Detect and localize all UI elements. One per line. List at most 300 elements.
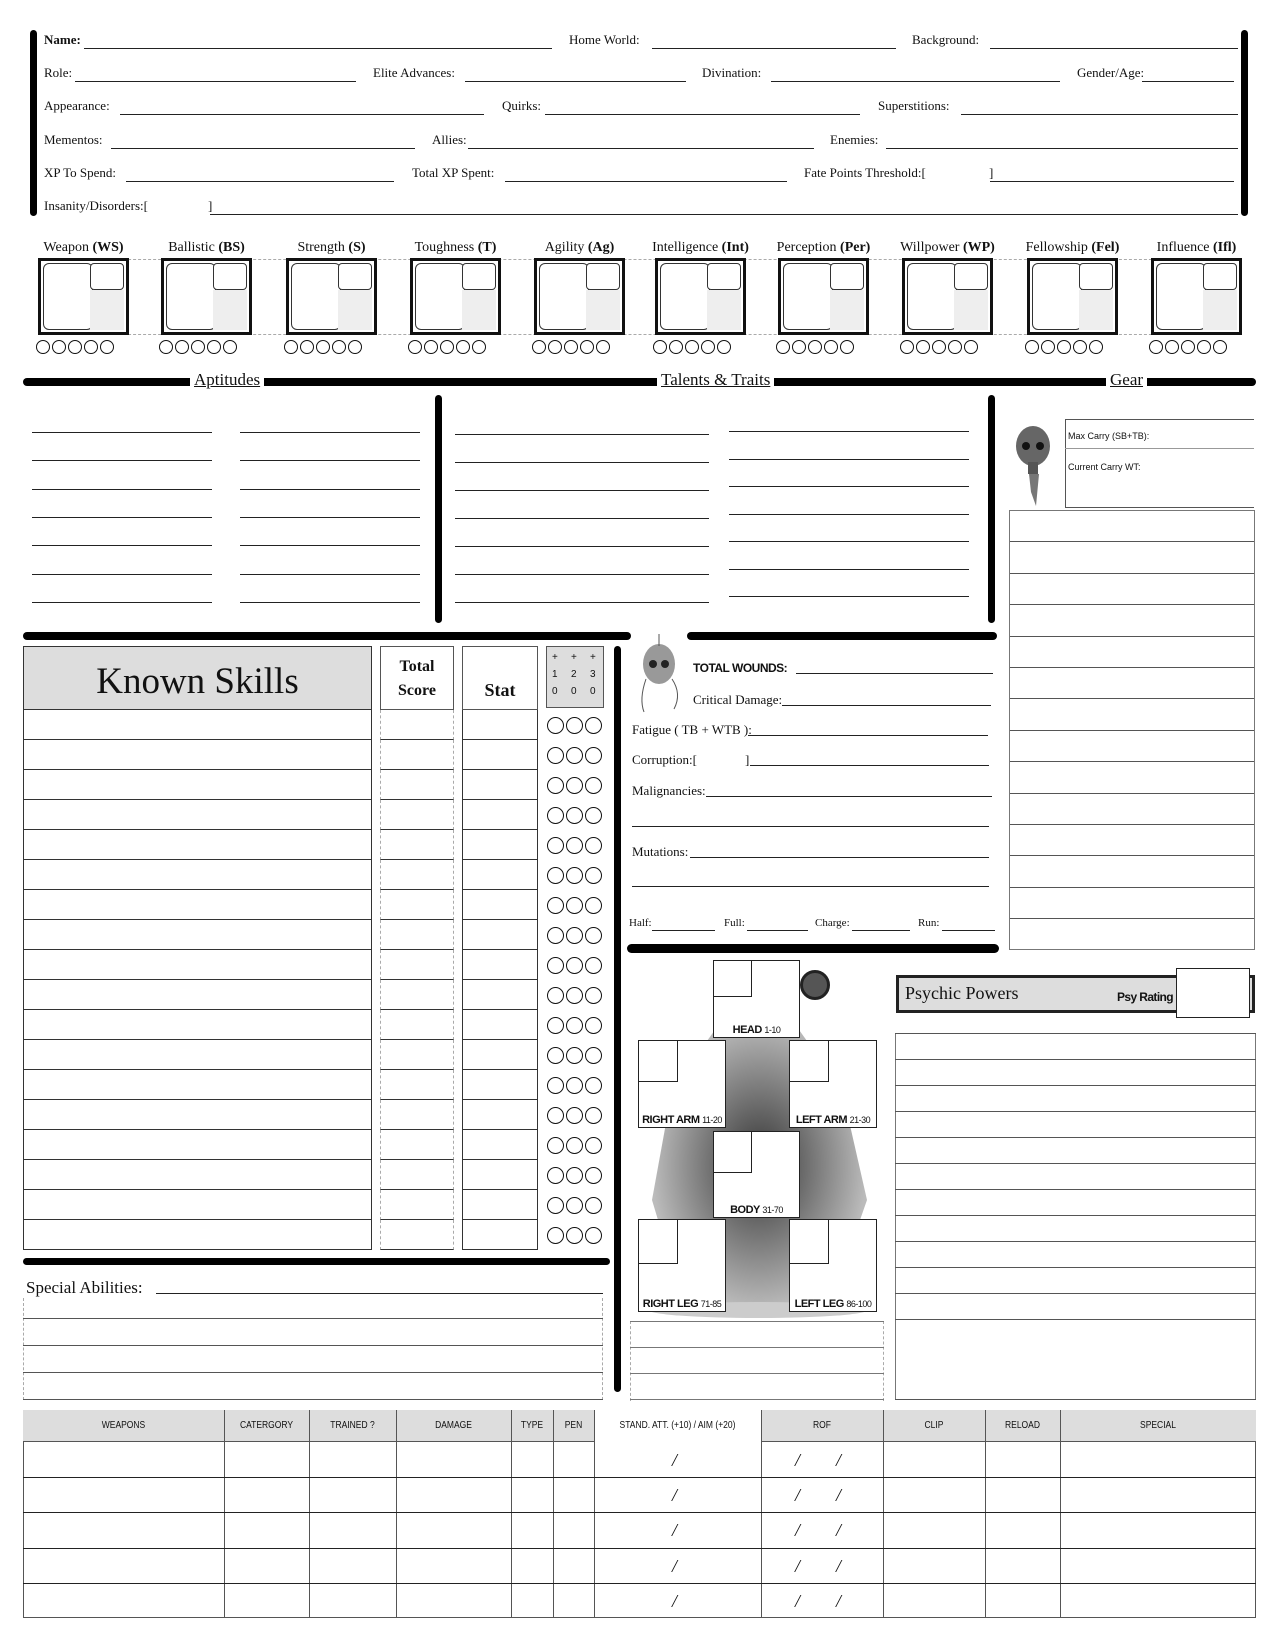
- skill-advance-checkbox[interactable]: [585, 837, 602, 854]
- talent-line[interactable]: [729, 596, 969, 597]
- advance-checkbox[interactable]: [424, 340, 438, 354]
- characteristic-unnatural-field[interactable]: [586, 290, 620, 330]
- skill-advance-checkbox[interactable]: [585, 987, 602, 1004]
- skill-total-field[interactable]: [380, 710, 454, 740]
- field-input-11[interactable]: [468, 148, 814, 149]
- weapon-cell-special[interactable]: [1061, 1443, 1255, 1476]
- skill-name-field[interactable]: [23, 1040, 372, 1070]
- gear-item-line[interactable]: [1010, 855, 1254, 856]
- advance-checkbox[interactable]: [1149, 340, 1163, 354]
- skill-total-field[interactable]: [380, 1220, 454, 1250]
- advance-checkbox[interactable]: [223, 340, 237, 354]
- advance-checkbox[interactable]: [472, 340, 486, 354]
- skill-advance-checkbox[interactable]: [566, 1137, 583, 1154]
- field-input-13[interactable]: [126, 181, 394, 182]
- advance-checkbox[interactable]: [776, 340, 790, 354]
- advance-checkbox[interactable]: [596, 340, 610, 354]
- skill-advance-checkbox[interactable]: [585, 807, 602, 824]
- weapon-cell-damage[interactable]: [397, 1584, 510, 1617]
- weapon-cell-clip[interactable]: [884, 1513, 984, 1546]
- skill-name-field[interactable]: [23, 860, 372, 890]
- weapon-cell-type[interactable]: [512, 1549, 552, 1582]
- skill-total-field[interactable]: [380, 1130, 454, 1160]
- weapon-cell-catergory[interactable]: [225, 1513, 308, 1546]
- characteristic-value-field[interactable]: [43, 263, 93, 330]
- advance-checkbox[interactable]: [669, 340, 683, 354]
- characteristic-unnatural-field[interactable]: [707, 290, 741, 330]
- characteristic-bonus-field[interactable]: [462, 263, 496, 290]
- skill-total-field[interactable]: [380, 1100, 454, 1130]
- talent-line[interactable]: [729, 569, 969, 570]
- malignancies-field-2[interactable]: [632, 826, 989, 827]
- mutations-field[interactable]: [690, 857, 989, 858]
- skill-total-field[interactable]: [380, 1040, 454, 1070]
- special-ability-line[interactable]: [23, 1372, 603, 1373]
- field-input-3[interactable]: [75, 81, 356, 82]
- talent-line[interactable]: [455, 546, 709, 547]
- weapon-cell-rof[interactable]: [762, 1443, 882, 1476]
- advance-checkbox[interactable]: [653, 340, 667, 354]
- advance-checkbox[interactable]: [948, 340, 962, 354]
- weapon-cell-type[interactable]: [512, 1513, 552, 1546]
- gear-item-line[interactable]: [1010, 698, 1254, 699]
- weapon-cell-weapons[interactable]: [24, 1443, 223, 1476]
- skill-stat-field[interactable]: [462, 980, 538, 1010]
- skill-advance-checkbox[interactable]: [585, 1017, 602, 1034]
- weapon-cell-trained[interactable]: [310, 1443, 395, 1476]
- malignancies-field[interactable]: [706, 796, 992, 797]
- field-input-15[interactable]: [990, 181, 1234, 182]
- skill-stat-field[interactable]: [462, 1040, 538, 1070]
- weapon-cell-weapons[interactable]: [24, 1549, 223, 1582]
- aptitude-line[interactable]: [240, 460, 420, 461]
- advance-checkbox[interactable]: [84, 340, 98, 354]
- special-ability-line[interactable]: [23, 1399, 603, 1400]
- psychic-power-line[interactable]: [895, 1293, 1256, 1294]
- skill-advance-checkbox[interactable]: [547, 1197, 564, 1214]
- gear-item-line[interactable]: [1010, 604, 1254, 605]
- advance-checkbox[interactable]: [717, 340, 731, 354]
- armour-points-field[interactable]: [714, 1132, 752, 1173]
- skill-advance-checkbox[interactable]: [566, 1047, 583, 1064]
- mutations-field-2[interactable]: [632, 886, 989, 887]
- skill-advance-checkbox[interactable]: [566, 1197, 583, 1214]
- advance-checkbox[interactable]: [1089, 340, 1103, 354]
- characteristic-value-field[interactable]: [1156, 263, 1206, 330]
- skill-advance-checkbox[interactable]: [547, 1227, 564, 1244]
- weapon-cell-reload[interactable]: [986, 1478, 1059, 1511]
- field-input-7[interactable]: [120, 114, 484, 115]
- weapon-cell-reload[interactable]: [986, 1443, 1059, 1476]
- psychic-power-line[interactable]: [895, 1163, 1256, 1164]
- aptitude-line[interactable]: [240, 574, 420, 575]
- aptitude-line[interactable]: [32, 574, 212, 575]
- fatigue-field[interactable]: [748, 735, 988, 736]
- characteristic-unnatural-field[interactable]: [954, 290, 988, 330]
- skill-advance-checkbox[interactable]: [547, 747, 564, 764]
- skill-name-field[interactable]: [23, 980, 372, 1010]
- psychic-power-line[interactable]: [895, 1137, 1256, 1138]
- skill-name-field[interactable]: [23, 950, 372, 980]
- skill-advance-checkbox[interactable]: [585, 777, 602, 794]
- advance-checkbox[interactable]: [824, 340, 838, 354]
- skill-advance-checkbox[interactable]: [566, 1227, 583, 1244]
- skill-stat-field[interactable]: [462, 1160, 538, 1190]
- aptitude-line[interactable]: [240, 602, 420, 603]
- weapon-cell-damage[interactable]: [397, 1549, 510, 1582]
- weapon-cell-pen[interactable]: [554, 1549, 593, 1582]
- weapon-cell-rof[interactable]: [762, 1584, 882, 1617]
- skill-advance-checkbox[interactable]: [547, 957, 564, 974]
- movement-field[interactable]: [942, 930, 995, 931]
- skill-advance-checkbox[interactable]: [585, 717, 602, 734]
- characteristic-unnatural-field[interactable]: [90, 290, 124, 330]
- field-input-16[interactable]: [210, 214, 1238, 215]
- skill-stat-field[interactable]: [462, 1100, 538, 1130]
- notes-line[interactable]: [630, 1399, 884, 1400]
- skill-total-field[interactable]: [380, 770, 454, 800]
- skill-advance-checkbox[interactable]: [566, 837, 583, 854]
- weapon-cell-trained[interactable]: [310, 1513, 395, 1546]
- advance-checkbox[interactable]: [332, 340, 346, 354]
- skill-advance-checkbox[interactable]: [547, 1047, 564, 1064]
- advance-checkbox[interactable]: [68, 340, 82, 354]
- field-input-2[interactable]: [990, 48, 1238, 49]
- characteristic-bonus-field[interactable]: [213, 263, 247, 290]
- weapon-cell-weapons[interactable]: [24, 1584, 223, 1617]
- gear-item-line[interactable]: [1010, 761, 1254, 762]
- advance-checkbox[interactable]: [408, 340, 422, 354]
- weapon-cell-reload[interactable]: [986, 1549, 1059, 1582]
- armour-points-field[interactable]: [639, 1220, 678, 1264]
- psychic-power-line[interactable]: [895, 1085, 1256, 1086]
- weapon-cell-rof[interactable]: [762, 1549, 882, 1582]
- skill-total-field[interactable]: [380, 830, 454, 860]
- armour-points-field[interactable]: [790, 1220, 829, 1264]
- corruption-field[interactable]: [750, 765, 989, 766]
- talent-line[interactable]: [455, 434, 709, 435]
- psychic-power-line[interactable]: [895, 1267, 1256, 1268]
- advance-checkbox[interactable]: [1165, 340, 1179, 354]
- advance-checkbox[interactable]: [932, 340, 946, 354]
- advance-checkbox[interactable]: [100, 340, 114, 354]
- aptitude-line[interactable]: [32, 517, 212, 518]
- weapon-cell-rof[interactable]: [762, 1513, 882, 1546]
- advance-checkbox[interactable]: [900, 340, 914, 354]
- characteristic-unnatural-field[interactable]: [1079, 290, 1113, 330]
- weapon-cell-stand-att-aim[interactable]: [595, 1513, 760, 1546]
- skill-advance-checkbox[interactable]: [585, 957, 602, 974]
- advance-checkbox[interactable]: [175, 340, 189, 354]
- armour-points-field[interactable]: [714, 961, 752, 997]
- characteristic-value-field[interactable]: [783, 263, 833, 330]
- weapon-cell-catergory[interactable]: [225, 1443, 308, 1476]
- field-input-9[interactable]: [961, 114, 1238, 115]
- skill-name-field[interactable]: [23, 1100, 372, 1130]
- characteristic-value-field[interactable]: [415, 263, 465, 330]
- skill-advance-checkbox[interactable]: [547, 777, 564, 794]
- hit-location-head[interactable]: [713, 960, 800, 1038]
- advance-checkbox[interactable]: [840, 340, 854, 354]
- weapon-cell-clip[interactable]: [884, 1549, 984, 1582]
- advance-checkbox[interactable]: [808, 340, 822, 354]
- gear-item-line[interactable]: [1010, 887, 1254, 888]
- talent-line[interactable]: [729, 459, 969, 460]
- skill-advance-checkbox[interactable]: [566, 747, 583, 764]
- aptitude-line[interactable]: [32, 432, 212, 433]
- gear-item-line[interactable]: [1010, 541, 1254, 542]
- skill-name-field[interactable]: [23, 1010, 372, 1040]
- skill-stat-field[interactable]: [462, 830, 538, 860]
- characteristic-value-field[interactable]: [291, 263, 341, 330]
- advance-checkbox[interactable]: [440, 340, 454, 354]
- hit-location-right-arm[interactable]: [638, 1040, 726, 1128]
- field-input-8[interactable]: [545, 114, 860, 115]
- characteristic-unnatural-field[interactable]: [213, 290, 247, 330]
- advance-checkbox[interactable]: [1025, 340, 1039, 354]
- hit-location-body[interactable]: [713, 1131, 800, 1218]
- skill-total-field[interactable]: [380, 890, 454, 920]
- characteristic-value-field[interactable]: [660, 263, 710, 330]
- special-ability-line[interactable]: [23, 1318, 603, 1319]
- skill-stat-field[interactable]: [462, 1220, 538, 1250]
- weapon-cell-clip[interactable]: [884, 1584, 984, 1617]
- advance-checkbox[interactable]: [1213, 340, 1227, 354]
- skill-name-field[interactable]: [23, 1220, 372, 1250]
- field-input-14[interactable]: [505, 181, 787, 182]
- advance-checkbox[interactable]: [191, 340, 205, 354]
- weapon-cell-rof[interactable]: [762, 1478, 882, 1511]
- psychic-power-line[interactable]: [895, 1059, 1256, 1060]
- advance-checkbox[interactable]: [532, 340, 546, 354]
- weapon-cell-catergory[interactable]: [225, 1549, 308, 1582]
- gear-item-line[interactable]: [1010, 667, 1254, 668]
- skill-advance-checkbox[interactable]: [566, 1107, 583, 1124]
- skill-stat-field[interactable]: [462, 890, 538, 920]
- weapon-cell-special[interactable]: [1061, 1478, 1255, 1511]
- advance-checkbox[interactable]: [1073, 340, 1087, 354]
- movement-field[interactable]: [747, 930, 808, 931]
- skill-advance-checkbox[interactable]: [585, 1197, 602, 1214]
- aptitude-line[interactable]: [32, 545, 212, 546]
- skill-advance-checkbox[interactable]: [566, 717, 583, 734]
- advance-checkbox[interactable]: [701, 340, 715, 354]
- psy-rating-field[interactable]: [1176, 968, 1250, 1018]
- skill-advance-checkbox[interactable]: [566, 957, 583, 974]
- skill-total-field[interactable]: [380, 950, 454, 980]
- weapon-cell-stand-att-aim[interactable]: [595, 1478, 760, 1511]
- characteristic-bonus-field[interactable]: [830, 263, 864, 290]
- characteristic-bonus-field[interactable]: [338, 263, 372, 290]
- total-wounds-field[interactable]: [796, 673, 993, 674]
- skill-stat-field[interactable]: [462, 1130, 538, 1160]
- skill-stat-field[interactable]: [462, 710, 538, 740]
- skill-advance-checkbox[interactable]: [547, 837, 564, 854]
- skill-total-field[interactable]: [380, 920, 454, 950]
- skill-total-field[interactable]: [380, 740, 454, 770]
- skill-name-field[interactable]: [23, 800, 372, 830]
- hit-location-left-leg[interactable]: [789, 1219, 877, 1312]
- advance-checkbox[interactable]: [964, 340, 978, 354]
- talent-line[interactable]: [455, 518, 709, 519]
- skill-advance-checkbox[interactable]: [585, 1107, 602, 1124]
- gear-item-line[interactable]: [1010, 918, 1254, 919]
- skill-name-field[interactable]: [23, 740, 372, 770]
- characteristic-bonus-field[interactable]: [1203, 263, 1237, 290]
- characteristic-value-field[interactable]: [539, 263, 589, 330]
- skill-stat-field[interactable]: [462, 770, 538, 800]
- advance-checkbox[interactable]: [1181, 340, 1195, 354]
- field-input-0[interactable]: [84, 48, 552, 49]
- notes-line[interactable]: [630, 1321, 884, 1322]
- skill-advance-checkbox[interactable]: [585, 897, 602, 914]
- movement-field[interactable]: [852, 930, 910, 931]
- weapon-cell-clip[interactable]: [884, 1478, 984, 1511]
- notes-line[interactable]: [630, 1373, 884, 1374]
- skill-name-field[interactable]: [23, 920, 372, 950]
- skill-advance-checkbox[interactable]: [585, 1137, 602, 1154]
- weapon-cell-pen[interactable]: [554, 1478, 593, 1511]
- skill-advance-checkbox[interactable]: [547, 717, 564, 734]
- advance-checkbox[interactable]: [1197, 340, 1211, 354]
- skill-name-field[interactable]: [23, 1130, 372, 1160]
- skill-stat-field[interactable]: [462, 920, 538, 950]
- talent-line[interactable]: [729, 541, 969, 542]
- skill-name-field[interactable]: [23, 890, 372, 920]
- talent-line[interactable]: [455, 462, 709, 463]
- talent-line[interactable]: [455, 574, 709, 575]
- field-input-5[interactable]: [771, 81, 1060, 82]
- skill-name-field[interactable]: [23, 710, 372, 740]
- skill-name-field[interactable]: [23, 1160, 372, 1190]
- skill-advance-checkbox[interactable]: [566, 777, 583, 794]
- skill-stat-field[interactable]: [462, 1070, 538, 1100]
- critical-damage-field[interactable]: [782, 705, 991, 706]
- skill-total-field[interactable]: [380, 1160, 454, 1190]
- characteristic-value-field[interactable]: [166, 263, 216, 330]
- advance-checkbox[interactable]: [580, 340, 594, 354]
- talent-line[interactable]: [455, 490, 709, 491]
- weapon-cell-type[interactable]: [512, 1478, 552, 1511]
- skill-total-field[interactable]: [380, 1070, 454, 1100]
- skill-advance-checkbox[interactable]: [585, 747, 602, 764]
- skill-stat-field[interactable]: [462, 950, 538, 980]
- gear-item-line[interactable]: [1010, 636, 1254, 637]
- psychic-power-line[interactable]: [895, 1241, 1256, 1242]
- field-input-10[interactable]: [111, 148, 415, 149]
- skill-total-field[interactable]: [380, 980, 454, 1010]
- skill-stat-field[interactable]: [462, 1190, 538, 1220]
- skill-advance-checkbox[interactable]: [585, 1227, 602, 1244]
- skill-advance-checkbox[interactable]: [566, 1077, 583, 1094]
- talent-line[interactable]: [455, 602, 709, 603]
- skill-stat-field[interactable]: [462, 740, 538, 770]
- field-input-4[interactable]: [465, 81, 686, 82]
- talent-line[interactable]: [729, 486, 969, 487]
- skill-total-field[interactable]: [380, 800, 454, 830]
- characteristic-unnatural-field[interactable]: [830, 290, 864, 330]
- skill-advance-checkbox[interactable]: [566, 987, 583, 1004]
- advance-checkbox[interactable]: [1041, 340, 1055, 354]
- skill-advance-checkbox[interactable]: [566, 1017, 583, 1034]
- weapon-cell-special[interactable]: [1061, 1513, 1255, 1546]
- skill-total-field[interactable]: [380, 1010, 454, 1040]
- weapon-cell-type[interactable]: [512, 1584, 552, 1617]
- weapon-cell-pen[interactable]: [554, 1513, 593, 1546]
- characteristic-unnatural-field[interactable]: [338, 290, 372, 330]
- aptitude-line[interactable]: [32, 602, 212, 603]
- talent-line[interactable]: [729, 514, 969, 515]
- weapon-cell-trained[interactable]: [310, 1478, 395, 1511]
- notes-line[interactable]: [630, 1347, 884, 1348]
- advance-checkbox[interactable]: [548, 340, 562, 354]
- weapon-cell-special[interactable]: [1061, 1584, 1255, 1617]
- aptitude-line[interactable]: [240, 489, 420, 490]
- skill-advance-checkbox[interactable]: [547, 897, 564, 914]
- weapon-cell-special[interactable]: [1061, 1549, 1255, 1582]
- skill-advance-checkbox[interactable]: [547, 1167, 564, 1184]
- advance-checkbox[interactable]: [456, 340, 470, 354]
- advance-checkbox[interactable]: [916, 340, 930, 354]
- weapon-cell-trained[interactable]: [310, 1549, 395, 1582]
- psychic-power-line[interactable]: [895, 1033, 1256, 1034]
- weapon-cell-stand-att-aim[interactable]: [595, 1549, 760, 1582]
- advance-checkbox[interactable]: [564, 340, 578, 354]
- advance-checkbox[interactable]: [284, 340, 298, 354]
- skill-advance-checkbox[interactable]: [547, 807, 564, 824]
- weapon-cell-reload[interactable]: [986, 1513, 1059, 1546]
- field-input-1[interactable]: [652, 48, 896, 49]
- special-abilities-field[interactable]: [156, 1293, 603, 1294]
- talent-line[interactable]: [729, 431, 969, 432]
- skill-name-field[interactable]: [23, 1070, 372, 1100]
- gear-item-line[interactable]: [1010, 824, 1254, 825]
- advance-checkbox[interactable]: [52, 340, 66, 354]
- psychic-power-line[interactable]: [895, 1319, 1256, 1320]
- advance-checkbox[interactable]: [685, 340, 699, 354]
- weapon-cell-damage[interactable]: [397, 1513, 510, 1546]
- psychic-power-line[interactable]: [895, 1189, 1256, 1190]
- skill-total-field[interactable]: [380, 860, 454, 890]
- weapon-cell-damage[interactable]: [397, 1443, 510, 1476]
- weapon-cell-reload[interactable]: [986, 1584, 1059, 1617]
- characteristic-unnatural-field[interactable]: [1203, 290, 1237, 330]
- special-ability-line[interactable]: [23, 1345, 603, 1346]
- armour-points-field[interactable]: [639, 1041, 678, 1082]
- skill-name-field[interactable]: [23, 830, 372, 860]
- movement-field[interactable]: [652, 930, 715, 931]
- gear-item-line[interactable]: [1010, 793, 1254, 794]
- skill-advance-checkbox[interactable]: [547, 1017, 564, 1034]
- weapon-cell-stand-att-aim[interactable]: [595, 1584, 760, 1617]
- skill-stat-field[interactable]: [462, 860, 538, 890]
- skill-advance-checkbox[interactable]: [585, 1047, 602, 1064]
- skill-advance-checkbox[interactable]: [585, 927, 602, 944]
- skill-advance-checkbox[interactable]: [547, 1077, 564, 1094]
- weapon-cell-weapons[interactable]: [24, 1513, 223, 1546]
- psychic-power-line[interactable]: [895, 1111, 1256, 1112]
- characteristic-bonus-field[interactable]: [707, 263, 741, 290]
- aptitude-line[interactable]: [32, 460, 212, 461]
- weapon-cell-clip[interactable]: [884, 1443, 984, 1476]
- skill-advance-checkbox[interactable]: [566, 897, 583, 914]
- characteristic-value-field[interactable]: [907, 263, 957, 330]
- skill-advance-checkbox[interactable]: [566, 807, 583, 824]
- skill-advance-checkbox[interactable]: [566, 927, 583, 944]
- weapon-cell-trained[interactable]: [310, 1584, 395, 1617]
- advance-checkbox[interactable]: [207, 340, 221, 354]
- skill-total-field[interactable]: [380, 1190, 454, 1220]
